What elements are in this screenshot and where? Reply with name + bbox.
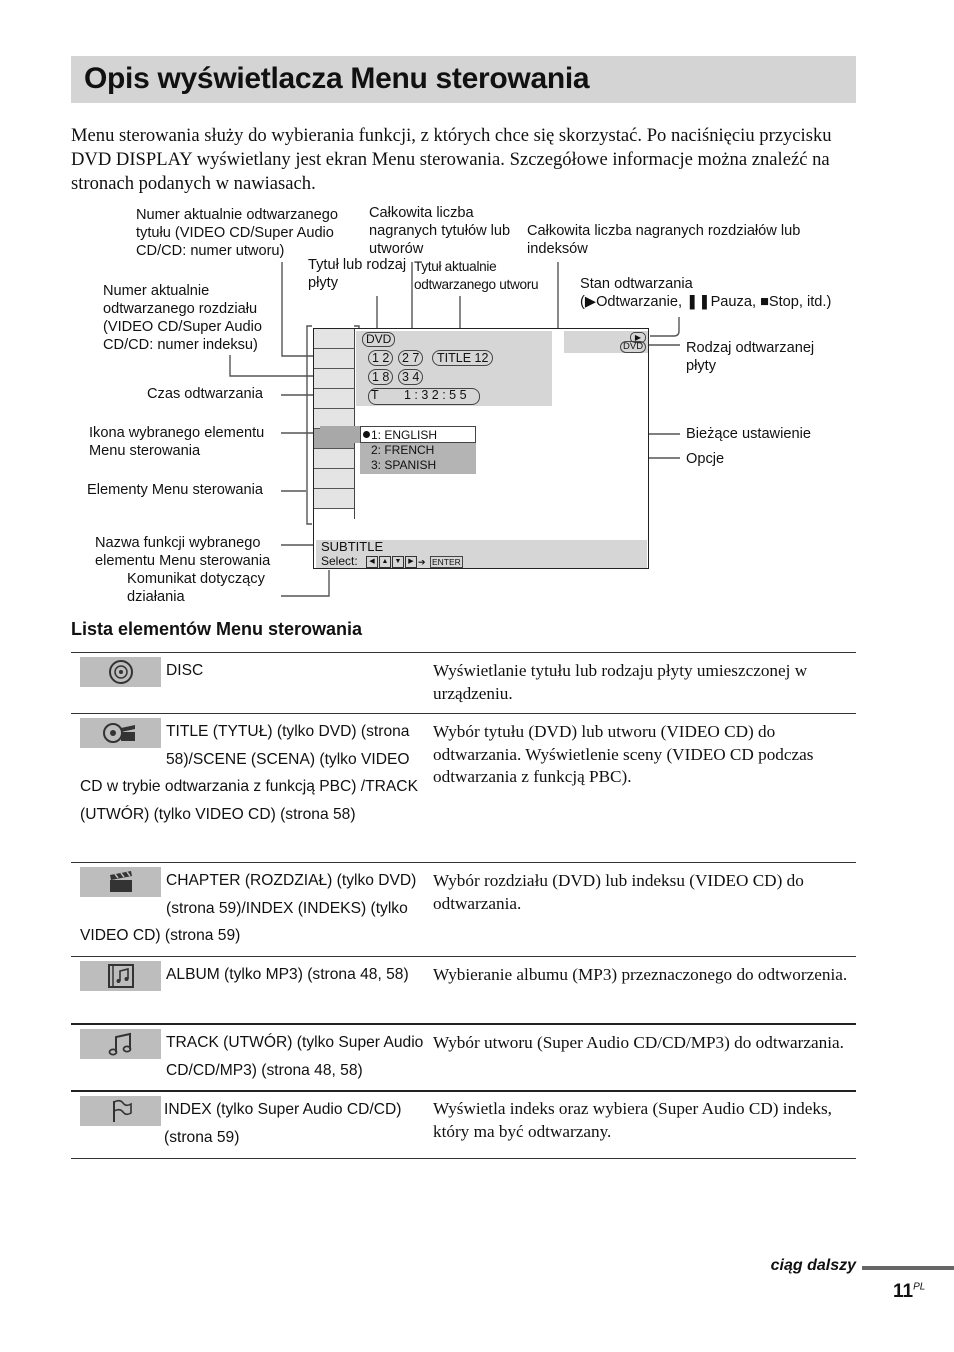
time-mode: T [371,388,379,402]
album-icon [80,961,161,991]
enter-badge: ENTER [432,557,461,567]
title-number: 1 2 [368,350,393,366]
row-description: Wyświetlanie tytułu lub rodzaju płyty umieszczonej w urządzeniu. [433,661,808,703]
menu-item[interactable] [314,369,354,389]
callout-current-setting: Bieżące ustawienie [686,426,811,442]
row-label: TITLE (TYTUŁ) (tylko DVD) (strona 58)/SCENE (SCENA) (tylko VIDEO CD w trybie odtwarzania z funkcją PBC) /TRACK (UTWÓR) (tylko VIDEO CD) (strona 58) [80,723,418,823]
title-total: 2 7 [398,350,423,366]
callout-selected-icon: Ikona wybranego elementu Menu sterowania [89,425,265,459]
page-suffix: PL [913,1281,926,1293]
row-label: CHAPTER (ROZDZIAŁ) (tylko DVD) (strona 59)/INDEX (INDEKS) (tylko VIDEO CD) (strona 59) [80,872,417,944]
row-label: ALBUM (tylko MP3) (strona 48, 58) [166,966,409,983]
table-row [80,1096,425,1151]
select-label: Select: [321,554,358,568]
bullet-icon [363,431,370,438]
table-rule [71,862,856,863]
table-rule [71,652,856,653]
page-number [893,1281,925,1303]
up-arrow-icon: ▲ [379,556,391,568]
option-current[interactable] [360,426,476,443]
intro-paragraph: Menu sterowania służy do wybierania funkcji, z których chce się skorzystać. Po naciśnięciu przycisku DVD DISPLAY wyświetlany jest ekran Menu sterowania. Szczegółowe informacje można znaleźć na stronach podanych w nawiasach. [71,125,832,194]
table-row [80,657,425,687]
table-row [80,1029,425,1084]
callout-chapter-number: Numer aktualnie odtwarzanego rozdziału (VIDEO CD/Super Audio CD/CD: numer indeksu) [103,283,262,353]
menu-item[interactable] [314,469,354,489]
function-name: SUBTITLE [321,539,384,554]
table-row [80,867,425,950]
callout-current-title: Tytuł aktualnie odtwarzanego utworu [414,259,539,292]
down-arrow-icon: ▼ [392,556,404,568]
index-flag-icon [80,1096,161,1126]
right-arrow-icon: ▶ [405,556,417,568]
menu-item[interactable] [314,349,354,369]
chapter-number: 1 8 [368,369,393,385]
menu-item[interactable] [314,489,354,509]
selected-icon [320,426,360,443]
callout-title-number: Numer aktualnie odtwarzanego tytułu (VIDEO CD/Super Audio CD/CD: numer utworu) [136,207,338,259]
chapter-total: 3 4 [398,369,423,385]
option-label: 1: ENGLISH [371,428,438,442]
callout-menu-items: Elementy Menu sterowania [87,482,264,498]
row-label: TRACK (UTWÓR) (tylko Super Audio CD/CD/MP3) (strona 48, 58) [166,1034,424,1079]
row-label: INDEX (tylko Super Audio CD/CD) (strona 59) [164,1101,402,1146]
menu-item[interactable] [314,389,354,409]
row-description: Wyświetla indeks oraz wybiera (Super Audio CD) indeks, który ma być odtwarzany. [433,1099,832,1141]
time-value: 1 : 3 2 : 5 5 [404,388,467,402]
table-rule [71,1023,856,1025]
continued-label: ciąg dalszy [770,1257,856,1274]
callout-playback-state [580,275,870,311]
title-name: TITLE 12 [432,350,493,366]
playback-state-detail: (▶Odtwarzanie, ❚❚Pauza, ■Stop, itd.) [580,294,832,310]
callout-disc-type: Rodzaj odtwarzanej płyty [686,340,815,374]
row-label: DISC [166,662,204,679]
list-heading: Lista elementów Menu sterowania [71,619,363,639]
disc-label: DVD [362,332,395,347]
callout-disc-title: Tytuł lub rodzaj płyty [308,257,407,291]
play-state-icon: ▶ [630,332,646,343]
disc-icon [80,657,161,687]
row-description: Wybór rozdziału (DVD) lub indeksu (VIDEO CD) do odtwarzania. [433,871,804,913]
disc-badge: DVD [620,341,646,353]
row-description: Wybieranie albumu (MP3) przeznaczonego do odtworzenia. [433,965,848,984]
row-description: Wybór utworu (Super Audio CD/CD/MP3) do odtwarzania. [433,1033,844,1052]
table-rule [71,1158,856,1159]
callout-operation-message: Komunikat dotyczący działania [127,571,265,605]
table-row [80,961,425,991]
left-arrow-icon: ◀ [366,556,378,568]
callout-total-chapters: Całkowita liczba nagranych rozdziałów lub indeksów [527,223,801,257]
menu-items-column [314,329,355,519]
row-description: Wybór tytułu (DVD) lub utworu (VIDEO CD) do odtwarzania. Wyświetlenie sceny (VIDEO CD podczas odtwarzania z funkcją PBC). [433,722,814,786]
callout-function-name: Nazwa funkcji wybranego elementu Menu sterowania [95,535,271,569]
page-title: Opis wyświetlacza Menu sterowania [84,62,590,95]
menu-item[interactable] [314,329,354,349]
then-arrow-icon: ➔ [418,556,426,567]
control-menu-screen [313,328,649,569]
arrow-keys [366,556,426,568]
options-list [360,443,476,474]
chapter-clapper-icon [80,867,161,897]
track-music-icon [80,1029,161,1059]
callout-total-titles: Całkowita liczba nagranych tytułów lub utworów [369,205,511,257]
option-item[interactable]: 3: SPANISH [371,458,437,472]
callout-playing-time: Czas odtwarzania [147,386,263,402]
menu-item[interactable] [314,449,354,469]
table-rule [71,713,856,714]
page-number-value: 11 [893,1281,914,1302]
footer-rule [862,1266,954,1270]
table-rule [71,956,856,957]
title-scene-icon [80,718,161,748]
table-row [80,718,425,828]
option-item[interactable]: 2: FRENCH [371,443,435,457]
table-rule [71,1090,856,1092]
callout-options: Opcje [686,451,725,467]
playback-state-label: Stan odtwarzania [580,276,693,292]
